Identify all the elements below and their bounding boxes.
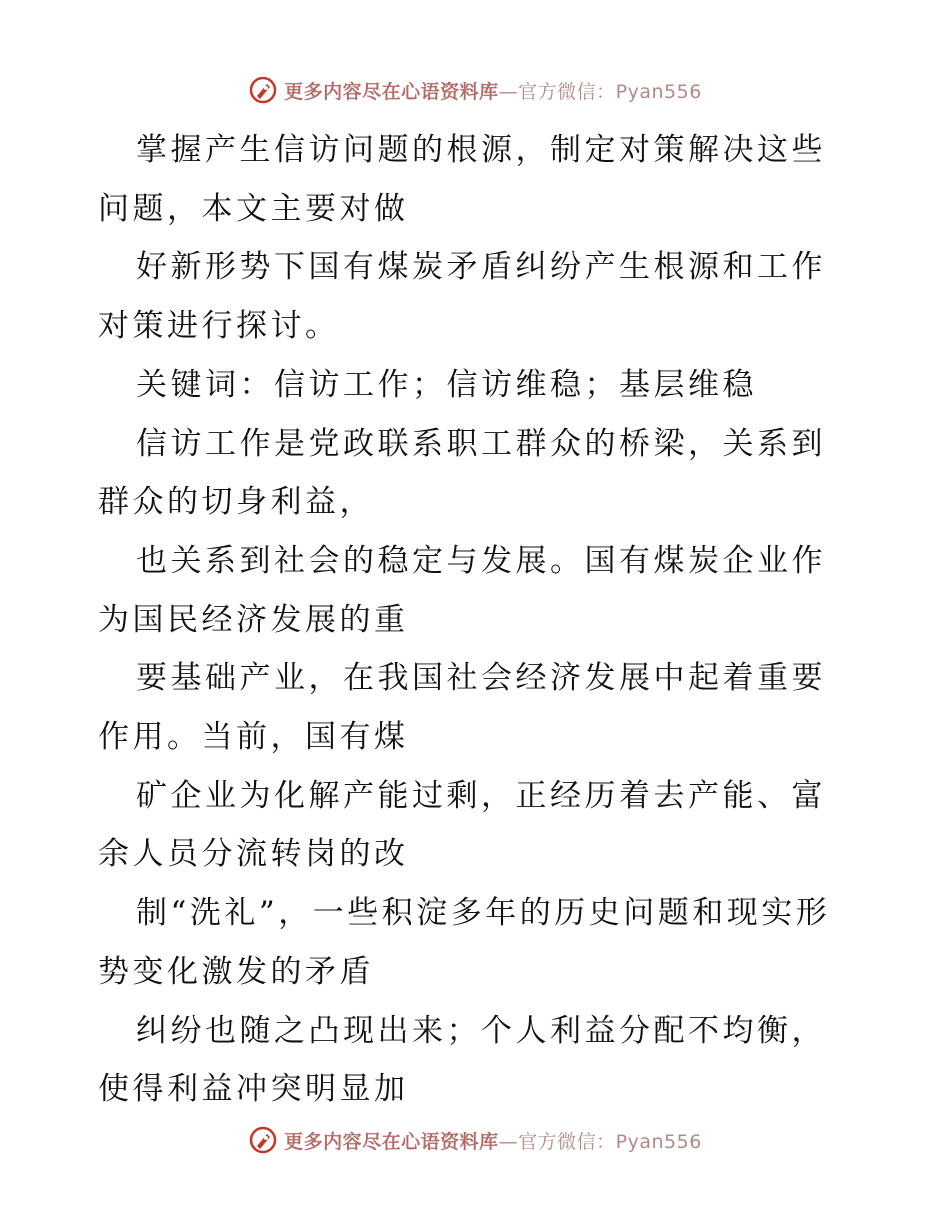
paragraph: 信访工作是党政联系职工群众的桥梁，关系到群众的切身利益， <box>98 425 826 521</box>
paragraph: 制“洗礼”，一些积淀多年的历史问题和现实形势变化激发的矛盾 <box>98 895 831 990</box>
paragraph: 掌握产生信访问题的根源，制定对策解决这些问题，本文主要对做 <box>98 132 826 227</box>
paragraph: 矿企业为化解产能过剩，正经历着去产能、富余人员分流转岗的改 <box>98 777 826 873</box>
header-banner-text <box>284 77 702 104</box>
pen-logo-icon <box>248 1125 278 1155</box>
pen-logo-icon <box>248 75 278 105</box>
header-banner-wechat: 官方微信：Pyan556 <box>518 80 702 103</box>
paragraph: 要基础产业，在我国社会经济发展中起着重要作用。当前，国有煤 <box>98 660 826 756</box>
document-body <box>98 121 858 1119</box>
paragraph: 好新形势下国有煤炭矛盾纠纷产生根源和工作对策进行探讨。 <box>98 249 826 345</box>
footer-banner <box>0 1120 950 1160</box>
paragraph: 也关系到社会的稳定与发展。国有煤炭企业作为国民经济发展的重 <box>98 542 826 638</box>
header-banner-main: 更多内容尽在心语资料库 <box>284 80 499 103</box>
paragraph: 纠纷也随之凸现出来；个人利益分配不均衡，使得利益冲突明显加 <box>98 1012 826 1108</box>
footer-banner-main: 更多内容尽在心语资料库 <box>284 1130 499 1153</box>
footer-banner-text <box>284 1127 702 1154</box>
footer-banner-wechat: 官方微信：Pyan556 <box>518 1130 702 1153</box>
footer-banner-separator: — <box>498 1130 519 1153</box>
header-banner-separator: — <box>498 80 519 103</box>
keywords-line: 关键词：信访工作；信访维稳；基层维稳 <box>136 366 757 403</box>
header-banner <box>0 70 950 110</box>
